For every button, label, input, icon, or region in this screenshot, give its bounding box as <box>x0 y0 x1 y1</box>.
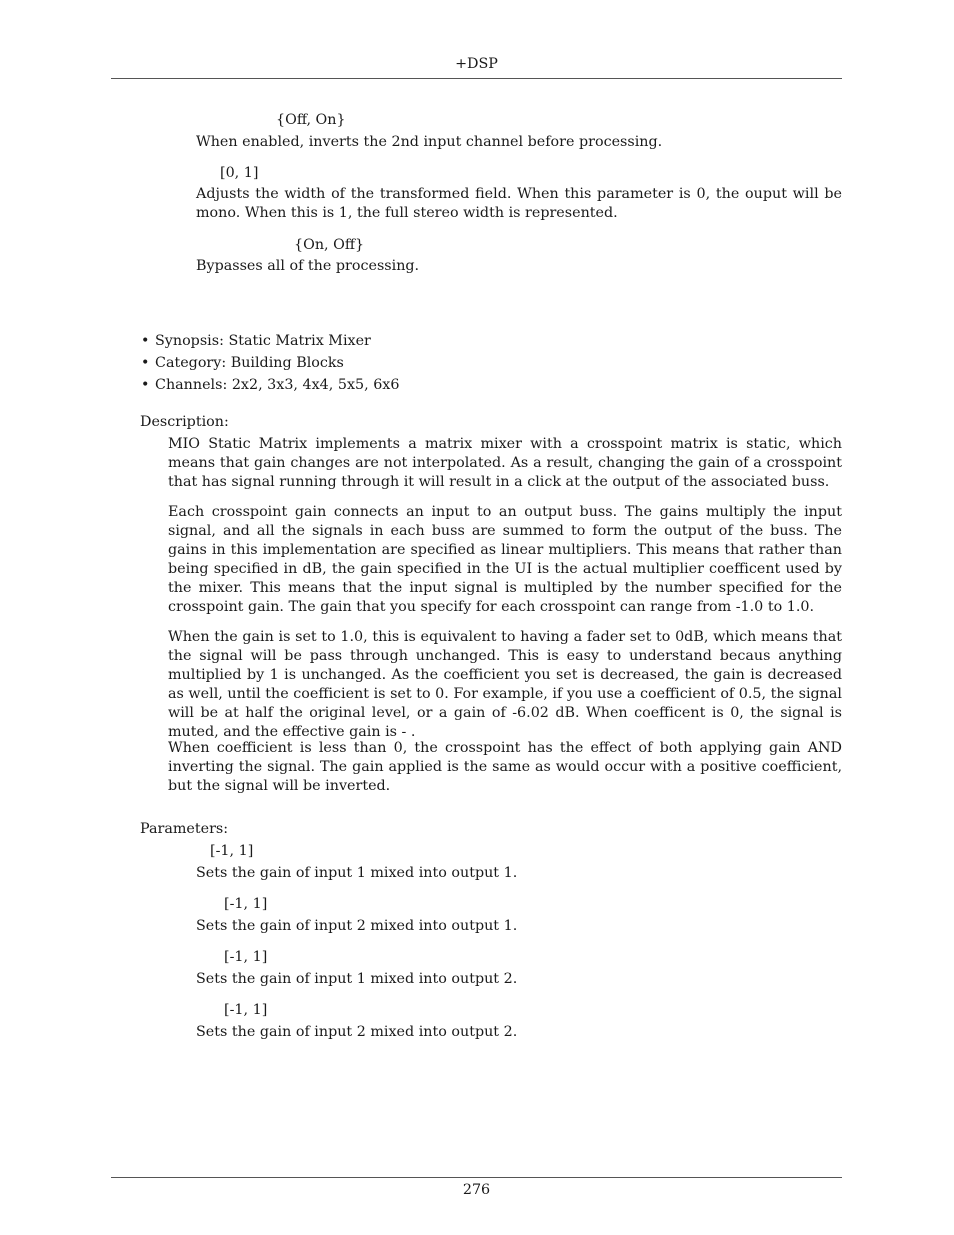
param-description: Sets the gain of input 1 mixed into output 1. <box>196 865 518 881</box>
param-description: Sets the gain of input 1 mixed into output 2. <box>196 971 518 987</box>
param-description: Adjusts the width of the transformed field. When this parameter is 0, the ouput will be mono. When this is 1, the full stereo width is represented. <box>196 186 842 221</box>
param-description: Bypasses all of the processing. <box>196 258 420 274</box>
parameters-label: Parameters: <box>140 821 229 837</box>
param-description: Sets the gain of input 2 mixed into output 1. <box>196 918 518 934</box>
page-number: 276 <box>462 1182 491 1198</box>
param-description: When enabled, inverts the 2nd input channel before processing. <box>196 134 663 150</box>
channels-item: • Channels: 2x2, 3x3, 4x4, 5x5, 6x6 <box>155 376 399 395</box>
description-paragraph: When coefficient is less than 0, the crosspoint has the effect of both applying gain AND inverting the signal. The gain applied is the same as would occur with a positive coefficient, but the signal will be inverted. <box>168 740 842 794</box>
synopsis-item: • Synopsis: Static Matrix Mixer <box>155 332 371 351</box>
param-range: [-1, 1] <box>224 896 268 912</box>
param-range: [-1, 1] <box>224 1002 268 1018</box>
description-paragraph: MIO Static Matrix implements a matrix mixer with a crosspoint matrix is static, which means that gain changes are not interpolated. As a result, changing the gain of a crosspoint that has signal running through it will result in a click at the output of the associated buss. <box>168 436 842 490</box>
category-item: • Category: Building Blocks <box>155 354 344 373</box>
param-range: [-1, 1] <box>224 949 268 965</box>
param-range: [0, 1] <box>220 165 259 181</box>
param-description: Sets the gain of input 2 mixed into output 2. <box>196 1024 518 1040</box>
description-paragraph: Each crosspoint gain connects an input to an output buss. The gains multiply the input signal, and all the signals in each buss are summed to form the output of the buss. The gains in this implementation are specified as linear multipliers. This means that rather than being specified in dB, the gain specified in the UI is the actual multiplier coefficent used by the mixer. This means that the input signal is multipled by the number specified for the crosspoint gain. The gain that you specify for each crosspoint can range from -1.0 to 1.0. <box>168 504 842 615</box>
param-range: [-1, 1] <box>210 843 254 859</box>
footer-rule <box>111 1177 842 1178</box>
description-paragraph: When the gain is set to 1.0, this is equivalent to having a fader set to 0dB, which means that the signal will be pass through unchanged. This is easy to understand becaus anything multiplied by 1 is unchanged. As the coefficient you set is decreased, the gain is decreased as well, until the coefficient is set to 0. For example, if you use a coefficient of 0.5, the signal will be at half the original level, or a gain of -6.02 dB. When coefficent is 0, the signal is muted, and the effective gain is - . <box>168 629 842 740</box>
header-rule <box>111 78 842 79</box>
running-header: +DSP <box>455 56 498 72</box>
param-range: {Off, On} <box>276 112 346 128</box>
description-label: Description: <box>140 414 229 430</box>
param-range: {On, Off} <box>294 237 365 253</box>
